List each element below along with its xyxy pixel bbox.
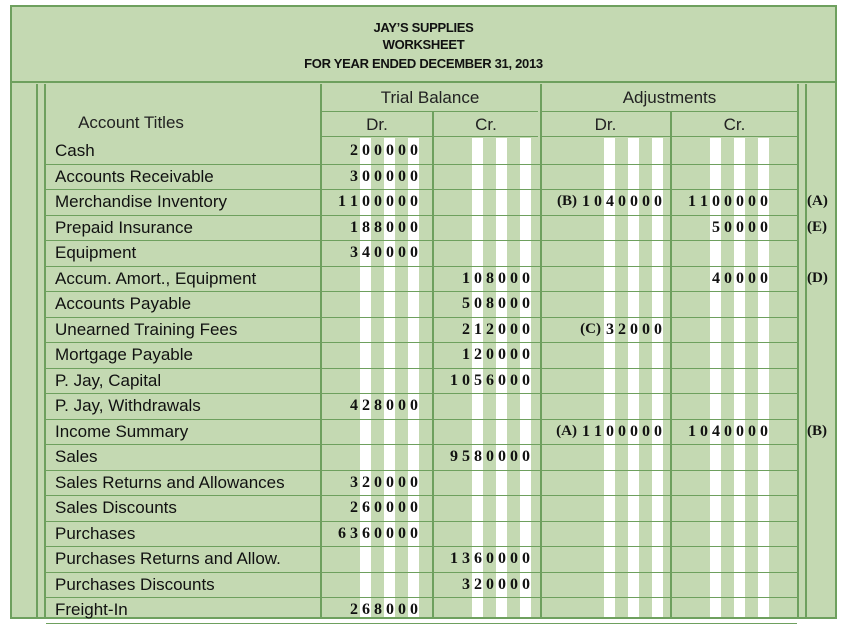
adjustment-dr-digit: 0 (654, 423, 662, 440)
trial-balance-dr-digit: 0 (362, 142, 370, 159)
trial-balance-dr-digit: 6 (362, 525, 370, 542)
trial-balance-dr-digit: 8 (374, 219, 382, 236)
trial-balance-dr-digit: 1 (350, 219, 358, 236)
trial-balance-cr-digit: 0 (522, 321, 530, 338)
trial-balance-cr-digit: 0 (498, 550, 506, 567)
vertical-rule (805, 84, 807, 617)
trial-balance-dr-digit: 0 (374, 244, 382, 261)
trial-balance-dr-digit: 0 (386, 244, 394, 261)
row-divider (46, 444, 797, 445)
adjustment-cr-reference: (E) (807, 219, 827, 235)
trial-balance-cr-heading: Cr. (475, 115, 497, 134)
trial-balance-dr-digit: 0 (386, 142, 394, 159)
trial-balance-dr-digit: 0 (410, 397, 418, 414)
trial-balance-dr-digit: 8 (362, 219, 370, 236)
trial-balance-cr-digit: 6 (474, 550, 482, 567)
trial-balance-dr-digit: 0 (362, 168, 370, 185)
adjustment-dr-reference: (C) (580, 321, 601, 337)
adjustment-cr-digit: 0 (760, 270, 768, 287)
trial-balance-cr-digit: 0 (486, 576, 494, 593)
adjustment-cr-digit: 5 (712, 219, 720, 236)
adjustment-cr-digit: 0 (736, 193, 744, 210)
title-divider (10, 81, 837, 83)
adjustment-dr-digit: 3 (606, 321, 614, 338)
adjustments-heading: Adjustments (622, 88, 717, 107)
trial-balance-dr-digit: 0 (374, 168, 382, 185)
trial-balance-cr-digit: 0 (498, 576, 506, 593)
adjustment-dr-digit: 1 (582, 193, 590, 210)
adjustment-cr-digit: 0 (748, 193, 756, 210)
trial-balance-dr-digit: 0 (410, 168, 418, 185)
trial-balance-dr-digit: 0 (410, 499, 418, 516)
trial-balance-dr-digit: 8 (374, 601, 382, 618)
row-divider (46, 521, 797, 522)
header-divider (542, 136, 797, 137)
trial-balance-cr-digit: 1 (474, 321, 482, 338)
period-title: FOR YEAR ENDED DECEMBER 31, 2013 (304, 56, 543, 71)
trial-balance-cr-digit: 0 (498, 346, 506, 363)
adjustment-dr-digit: 0 (630, 423, 638, 440)
trial-balance-cr-digit: 0 (474, 295, 482, 312)
adjustment-dr-digit: 0 (630, 321, 638, 338)
trial-balance-dr-digit: 2 (350, 601, 358, 618)
trial-balance-dr-digit: 0 (398, 499, 406, 516)
group-divider (322, 111, 538, 112)
trial-balance-cr-digit: 2 (462, 321, 470, 338)
adjustment-cr-digit: 0 (748, 219, 756, 236)
trial-balance-dr-digit: 3 (350, 474, 358, 491)
trial-balance-dr-digit: 0 (374, 499, 382, 516)
trial-balance-cr-digit: 2 (474, 576, 482, 593)
account-title: Income Summary (55, 422, 189, 441)
trial-balance-dr-digit: 2 (350, 142, 358, 159)
trial-balance-cr-digit: 5 (474, 372, 482, 389)
trial-balance-cr-digit: 8 (474, 448, 482, 465)
account-title: Equipment (55, 243, 137, 262)
trial-balance-cr-digit: 0 (522, 346, 530, 363)
adjustment-dr-digit: 0 (654, 321, 662, 338)
trial-balance-cr-digit: 0 (510, 270, 518, 287)
trial-balance-dr-digit: 3 (350, 244, 358, 261)
trial-balance-dr-digit: 2 (362, 397, 370, 414)
group-divider (542, 111, 797, 112)
adjustment-dr-reference: (B) (557, 193, 577, 209)
trial-balance-dr-digit: 0 (410, 244, 418, 261)
trial-balance-cr-digit: 0 (498, 321, 506, 338)
trial-balance-cr-digit: 0 (498, 295, 506, 312)
trial-balance-dr-digit: 0 (398, 525, 406, 542)
trial-balance-cr-digit: 0 (522, 550, 530, 567)
trial-balance-cr-digit: 0 (510, 448, 518, 465)
trial-balance-dr-digit: 0 (398, 474, 406, 491)
adjustment-cr-reference: (D) (807, 270, 828, 286)
trial-balance-cr-digit: 0 (486, 550, 494, 567)
trial-balance-cr-digit: 0 (510, 576, 518, 593)
adjustment-dr-digit: 0 (618, 193, 626, 210)
adjustment-dr-digit: 0 (642, 423, 650, 440)
adjustment-dr-digit: 1 (582, 423, 590, 440)
account-title: Accum. Amort., Equipment (55, 269, 257, 288)
trial-balance-cr-digit: 5 (462, 295, 470, 312)
trial-balance-cr-digit: 2 (474, 346, 482, 363)
trial-balance-cr-digit: 5 (462, 448, 470, 465)
trial-balance-dr-digit: 0 (398, 219, 406, 236)
account-title: Sales Discounts (55, 498, 177, 517)
adjustment-cr-digit: 0 (748, 423, 756, 440)
trial-balance-cr-digit: 0 (522, 576, 530, 593)
trial-balance-cr-digit: 0 (474, 270, 482, 287)
adjustment-cr-digit: 0 (748, 270, 756, 287)
trial-balance-dr-heading: Dr. (366, 115, 388, 134)
adjustment-cr-reference: (A) (807, 193, 828, 209)
adjustment-cr-digit: 0 (760, 219, 768, 236)
trial-balance-cr-digit: 0 (522, 448, 530, 465)
adjustment-dr-digit: 0 (654, 193, 662, 210)
vertical-rule (432, 112, 434, 617)
trial-balance-dr-digit: 2 (350, 499, 358, 516)
trial-balance-heading: Trial Balance (380, 88, 480, 107)
account-title: Accounts Receivable (55, 167, 214, 186)
adjustment-cr-digit: 0 (724, 423, 732, 440)
trial-balance-cr-digit: 0 (486, 346, 494, 363)
trial-balance-dr-digit: 0 (362, 193, 370, 210)
trial-balance-cr-digit: 1 (462, 270, 470, 287)
adjustment-dr-digit: 0 (618, 423, 626, 440)
account-title: Purchases Discounts (55, 575, 215, 594)
trial-balance-cr-digit: 8 (486, 270, 494, 287)
trial-balance-dr-digit: 0 (398, 601, 406, 618)
trial-balance-dr-digit: 0 (386, 193, 394, 210)
trial-balance-cr-digit: 0 (510, 550, 518, 567)
header-divider (322, 136, 538, 137)
trial-balance-cr-digit: 3 (462, 576, 470, 593)
account-title: Sales (55, 447, 98, 466)
adjustment-cr-digit: 0 (736, 270, 744, 287)
trial-balance-dr-digit: 0 (410, 601, 418, 618)
trial-balance-dr-digit: 1 (338, 193, 346, 210)
vertical-rule (36, 84, 38, 617)
trial-balance-dr-digit: 0 (410, 525, 418, 542)
account-title: Purchases (55, 524, 136, 543)
trial-balance-dr-digit: 0 (386, 474, 394, 491)
account-title: Unearned Training Fees (55, 320, 238, 339)
trial-balance-cr-digit: 6 (486, 372, 494, 389)
trial-balance-cr-digit: 0 (522, 270, 530, 287)
row-divider (46, 240, 797, 241)
trial-balance-cr-digit: 0 (498, 448, 506, 465)
trial-balance-dr-digit: 0 (398, 142, 406, 159)
adjustments-cr-heading: Cr. (723, 115, 746, 134)
trial-balance-dr-digit: 0 (386, 219, 394, 236)
trial-balance-dr-digit: 1 (350, 193, 358, 210)
adjustment-dr-digit: 0 (594, 193, 602, 210)
trial-balance-dr-digit: 0 (410, 474, 418, 491)
trial-balance-cr-digit: 0 (486, 448, 494, 465)
account-titles-heading: Account Titles (78, 113, 184, 132)
trial-balance-dr-digit: 0 (398, 244, 406, 261)
adjustment-cr-digit: 4 (712, 270, 720, 287)
vertical-rule (797, 84, 799, 617)
trial-balance-cr-digit: 0 (498, 372, 506, 389)
adjustment-cr-digit: 4 (712, 423, 720, 440)
trial-balance-cr-digit: 1 (450, 372, 458, 389)
trial-balance-cr-digit: 0 (510, 321, 518, 338)
adjustment-cr-digit: 1 (688, 423, 696, 440)
account-title: P. Jay, Withdrawals (55, 396, 201, 415)
adjustment-dr-digit: 1 (594, 423, 602, 440)
trial-balance-dr-digit: 0 (374, 142, 382, 159)
trial-balance-dr-digit: 4 (350, 397, 358, 414)
account-title: Prepaid Insurance (55, 218, 193, 237)
trial-balance-cr-digit: 0 (510, 372, 518, 389)
trial-balance-cr-digit: 0 (522, 372, 530, 389)
trial-balance-dr-digit: 0 (398, 397, 406, 414)
trial-balance-dr-digit: 6 (362, 499, 370, 516)
account-title: Sales Returns and Allowances (55, 473, 285, 492)
account-title: Merchandise Inventory (55, 192, 227, 211)
adjustment-cr-digit: 1 (700, 193, 708, 210)
trial-balance-dr-digit: 6 (338, 525, 346, 542)
company-name: JAY’S SUPPLIES (373, 20, 474, 35)
trial-balance-cr-digit: 0 (498, 270, 506, 287)
row-divider (46, 597, 797, 598)
trial-balance-dr-digit: 0 (398, 193, 406, 210)
trial-balance-dr-digit: 2 (362, 474, 370, 491)
trial-balance-dr-digit: 0 (374, 525, 382, 542)
trial-balance-cr-digit: 1 (462, 346, 470, 363)
adjustment-dr-digit: 0 (642, 193, 650, 210)
account-title: Freight-In (55, 600, 128, 619)
adjustment-cr-digit: 0 (724, 193, 732, 210)
trial-balance-dr-digit: 0 (410, 219, 418, 236)
document-title: WORKSHEET (382, 37, 465, 52)
adjustment-dr-reference: (A) (556, 423, 577, 439)
trial-balance-cr-digit: 0 (510, 346, 518, 363)
adjustment-cr-digit: 0 (724, 219, 732, 236)
trial-balance-cr-digit: 0 (462, 372, 470, 389)
trial-balance-dr-digit: 0 (386, 601, 394, 618)
adjustment-cr-digit: 0 (760, 193, 768, 210)
adjustment-cr-digit: 0 (736, 423, 744, 440)
trial-balance-dr-digit: 0 (374, 193, 382, 210)
adjustment-cr-digit: 1 (688, 193, 696, 210)
trial-balance-cr-digit: 9 (450, 448, 458, 465)
adjustment-dr-digit: 0 (630, 193, 638, 210)
trial-balance-cr-digit: 8 (486, 295, 494, 312)
trial-balance-dr-digit: 0 (374, 474, 382, 491)
adjustment-cr-digit: 0 (712, 193, 720, 210)
account-title: Purchases Returns and Allow. (55, 549, 281, 568)
adjustments-dr-heading: Dr. (594, 115, 617, 134)
adjustment-cr-digit: 0 (700, 423, 708, 440)
account-title: Mortgage Payable (55, 345, 193, 364)
trial-balance-cr-digit: 0 (510, 295, 518, 312)
trial-balance-dr-digit: 0 (410, 142, 418, 159)
adjustment-dr-digit: 0 (642, 321, 650, 338)
adjustment-dr-digit: 2 (618, 321, 626, 338)
trial-balance-dr-digit: 0 (398, 168, 406, 185)
trial-balance-cr-digit: 2 (486, 321, 494, 338)
trial-balance-dr-digit: 3 (350, 168, 358, 185)
adjustment-dr-digit: 4 (606, 193, 614, 210)
adjustment-cr-digit: 0 (736, 219, 744, 236)
adjustment-cr-reference: (B) (807, 423, 827, 439)
trial-balance-dr-digit: 8 (374, 397, 382, 414)
adjustment-cr-digit: 0 (760, 423, 768, 440)
trial-balance-cr-digit: 1 (450, 550, 458, 567)
adjustment-cr-digit: 0 (724, 270, 732, 287)
trial-balance-dr-digit: 4 (362, 244, 370, 261)
trial-balance-dr-digit: 0 (386, 397, 394, 414)
trial-balance-dr-digit: 3 (350, 525, 358, 542)
trial-balance-dr-digit: 0 (386, 168, 394, 185)
vertical-rule (670, 112, 672, 617)
trial-balance-dr-digit: 0 (410, 193, 418, 210)
trial-balance-cr-digit: 0 (522, 295, 530, 312)
trial-balance-cr-digit: 3 (462, 550, 470, 567)
trial-balance-dr-digit: 0 (386, 499, 394, 516)
trial-balance-dr-digit: 0 (386, 525, 394, 542)
account-title: Accounts Payable (55, 294, 192, 313)
account-title: Cash (55, 141, 95, 160)
account-title: P. Jay, Capital (55, 371, 162, 390)
adjustment-dr-digit: 0 (606, 423, 614, 440)
trial-balance-dr-digit: 6 (362, 601, 370, 618)
